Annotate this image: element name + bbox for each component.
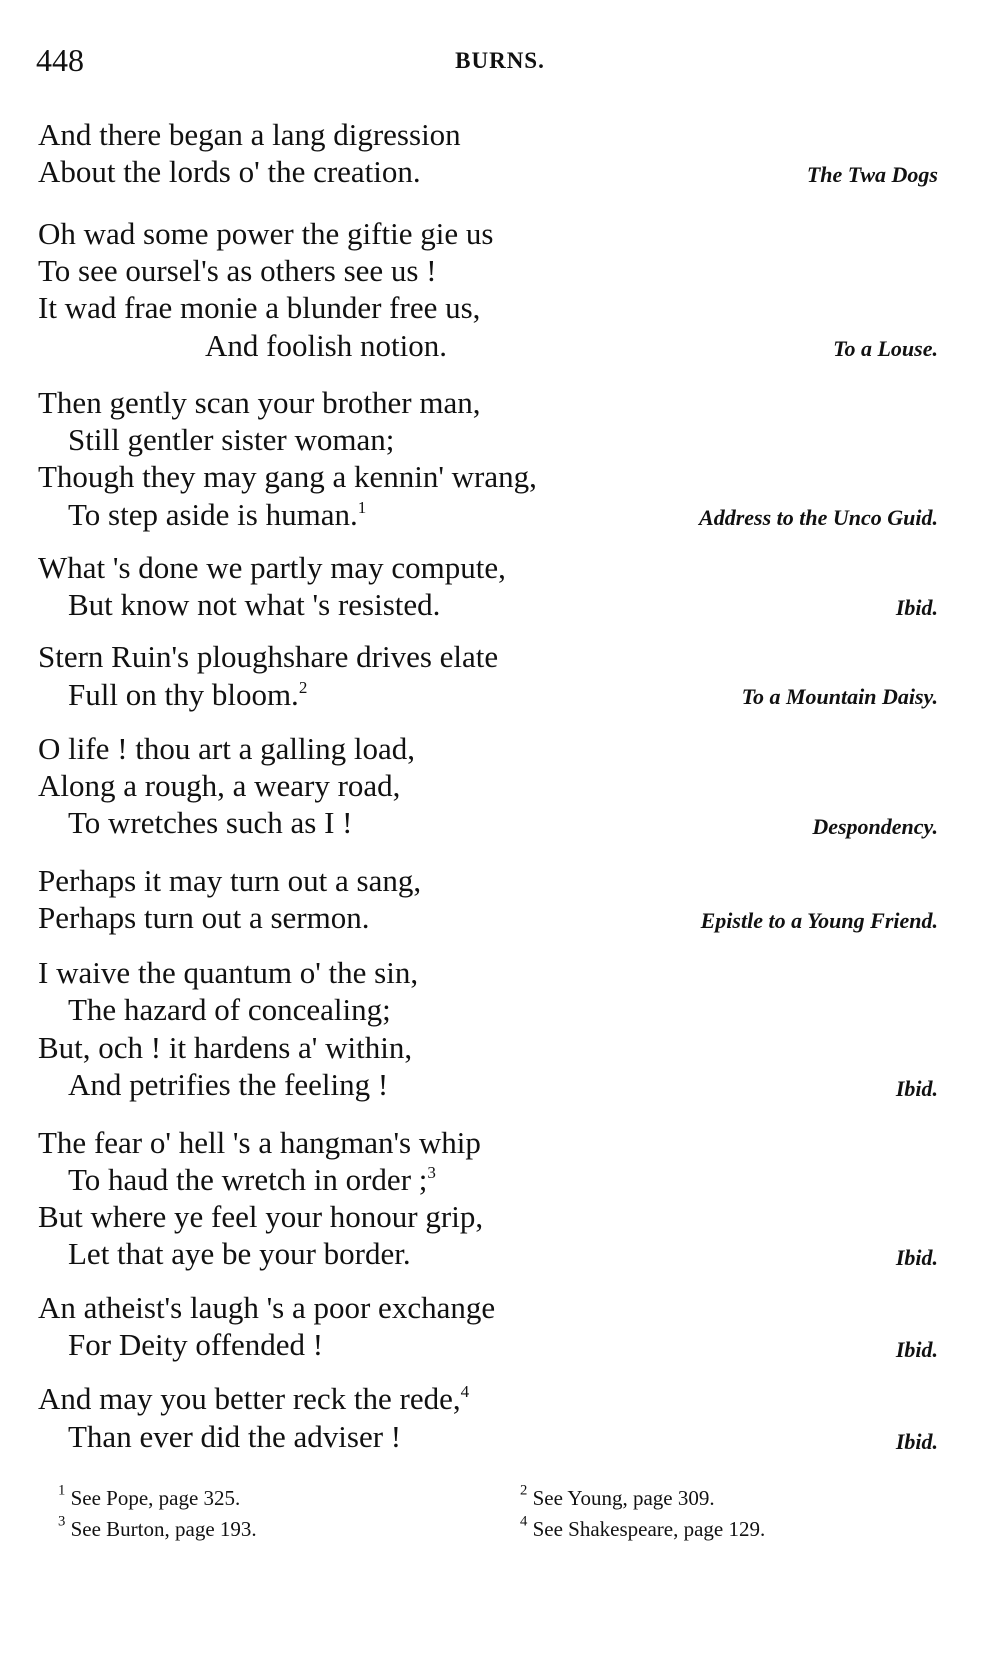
verse-line: About the lords o' the creation. [38, 154, 421, 189]
verse-line: Stern Ruin's ploughshare drives elate [38, 639, 499, 674]
verse-line: What 's done we partly may compute, [38, 550, 506, 585]
verse-line: Than ever did the adviser ! [68, 1419, 402, 1454]
verse-line: For Deity offended ! [68, 1327, 324, 1362]
footnote-text: See Burton, page 193. [70, 1517, 257, 1541]
verse-line [68, 1164, 436, 1195]
verse-line: The hazard of concealing; [68, 992, 391, 1027]
footnote-mark: 3 [58, 1513, 66, 1530]
quotation-source: The Twa Dogs [806, 162, 938, 187]
note-reference: 2 [298, 678, 308, 698]
quotation-source: Address to the Unco Guid. [699, 505, 938, 530]
footnote [58, 1482, 241, 1510]
verse-line: But where ye feel your honour grip, [38, 1199, 484, 1234]
verse-line: But know not what 's resisted. [68, 587, 441, 622]
verse-line: Still gentler sister woman; [68, 422, 395, 457]
footnote-mark: 4 [520, 1513, 528, 1530]
verse-line: Oh wad some power the giftie gie us [38, 216, 494, 251]
verse-line-text: Full on thy bloom. [68, 677, 299, 712]
verse-line: An atheist's laugh 's a poor exchange [38, 1290, 496, 1325]
verse-line: The fear o' hell 's a hangman's whip [38, 1125, 481, 1160]
verse-line: And petrifies the feeling ! [68, 1067, 389, 1102]
verse-line [68, 679, 307, 710]
quotation-source: To a Louse. [833, 336, 938, 361]
verse-line: Though they may gang a kennin' wrang, [38, 459, 537, 494]
verse-line: Perhaps it may turn out a sang, [38, 863, 422, 898]
verse-line: And foolish notion. [205, 328, 447, 363]
quotation-source: Epistle to a Young Friend. [700, 908, 938, 933]
footnote-text: See Pope, page 325. [70, 1486, 241, 1510]
footnote-mark: 2 [520, 1482, 528, 1499]
footnote-mark: 1 [58, 1482, 66, 1499]
verse-line: Let that aye be your border. [68, 1236, 411, 1271]
quotation-source: Ibid. [895, 1429, 938, 1454]
footnote [520, 1513, 766, 1541]
footnote [520, 1482, 715, 1510]
running-title: BURNS. [455, 48, 545, 73]
footnote-text: See Young, page 309. [532, 1486, 715, 1510]
verse-line: But, och ! it hardens a' within, [38, 1030, 413, 1065]
quotation-source: Ibid. [895, 1076, 938, 1101]
quotation-source: Ibid. [895, 595, 938, 620]
verse-line: O life ! thou art a galling load, [38, 731, 416, 766]
quotation-source: Despondency. [812, 814, 938, 839]
verse-line-text: And may you better reck the rede, [38, 1381, 461, 1416]
verse-line: I waive the quantum o' the sin, [38, 955, 419, 990]
verse-line: To wretches such as I ! [68, 805, 353, 840]
footnote [58, 1513, 257, 1541]
note-reference: 1 [357, 498, 367, 518]
footnote-text: See Shakespeare, page 129. [532, 1517, 766, 1541]
verse-line: It wad frae monie a blunder free us, [38, 290, 481, 325]
quotation-source: To a Mountain Daisy. [741, 684, 938, 709]
verse-line-text: To step aside is human. [68, 497, 358, 532]
page-number: 448 [36, 42, 84, 78]
note-reference: 3 [427, 1163, 436, 1183]
verse-line: Perhaps turn out a sermon. [38, 900, 370, 935]
quotation-source: Ibid. [895, 1337, 938, 1362]
verse-line: Along a rough, a weary road, [38, 768, 401, 803]
verse-line: To see oursel's as others see us ! [38, 253, 437, 288]
verse-line-text: To haud the wretch in order ; [68, 1162, 428, 1197]
verse-line: Then gently scan your brother man, [38, 385, 481, 420]
verse-line: And there began a lang digression [38, 117, 461, 152]
verse-line [38, 1383, 469, 1414]
note-reference: 4 [460, 1382, 470, 1402]
verse-line [68, 499, 366, 530]
quotation-source: Ibid. [895, 1245, 938, 1270]
